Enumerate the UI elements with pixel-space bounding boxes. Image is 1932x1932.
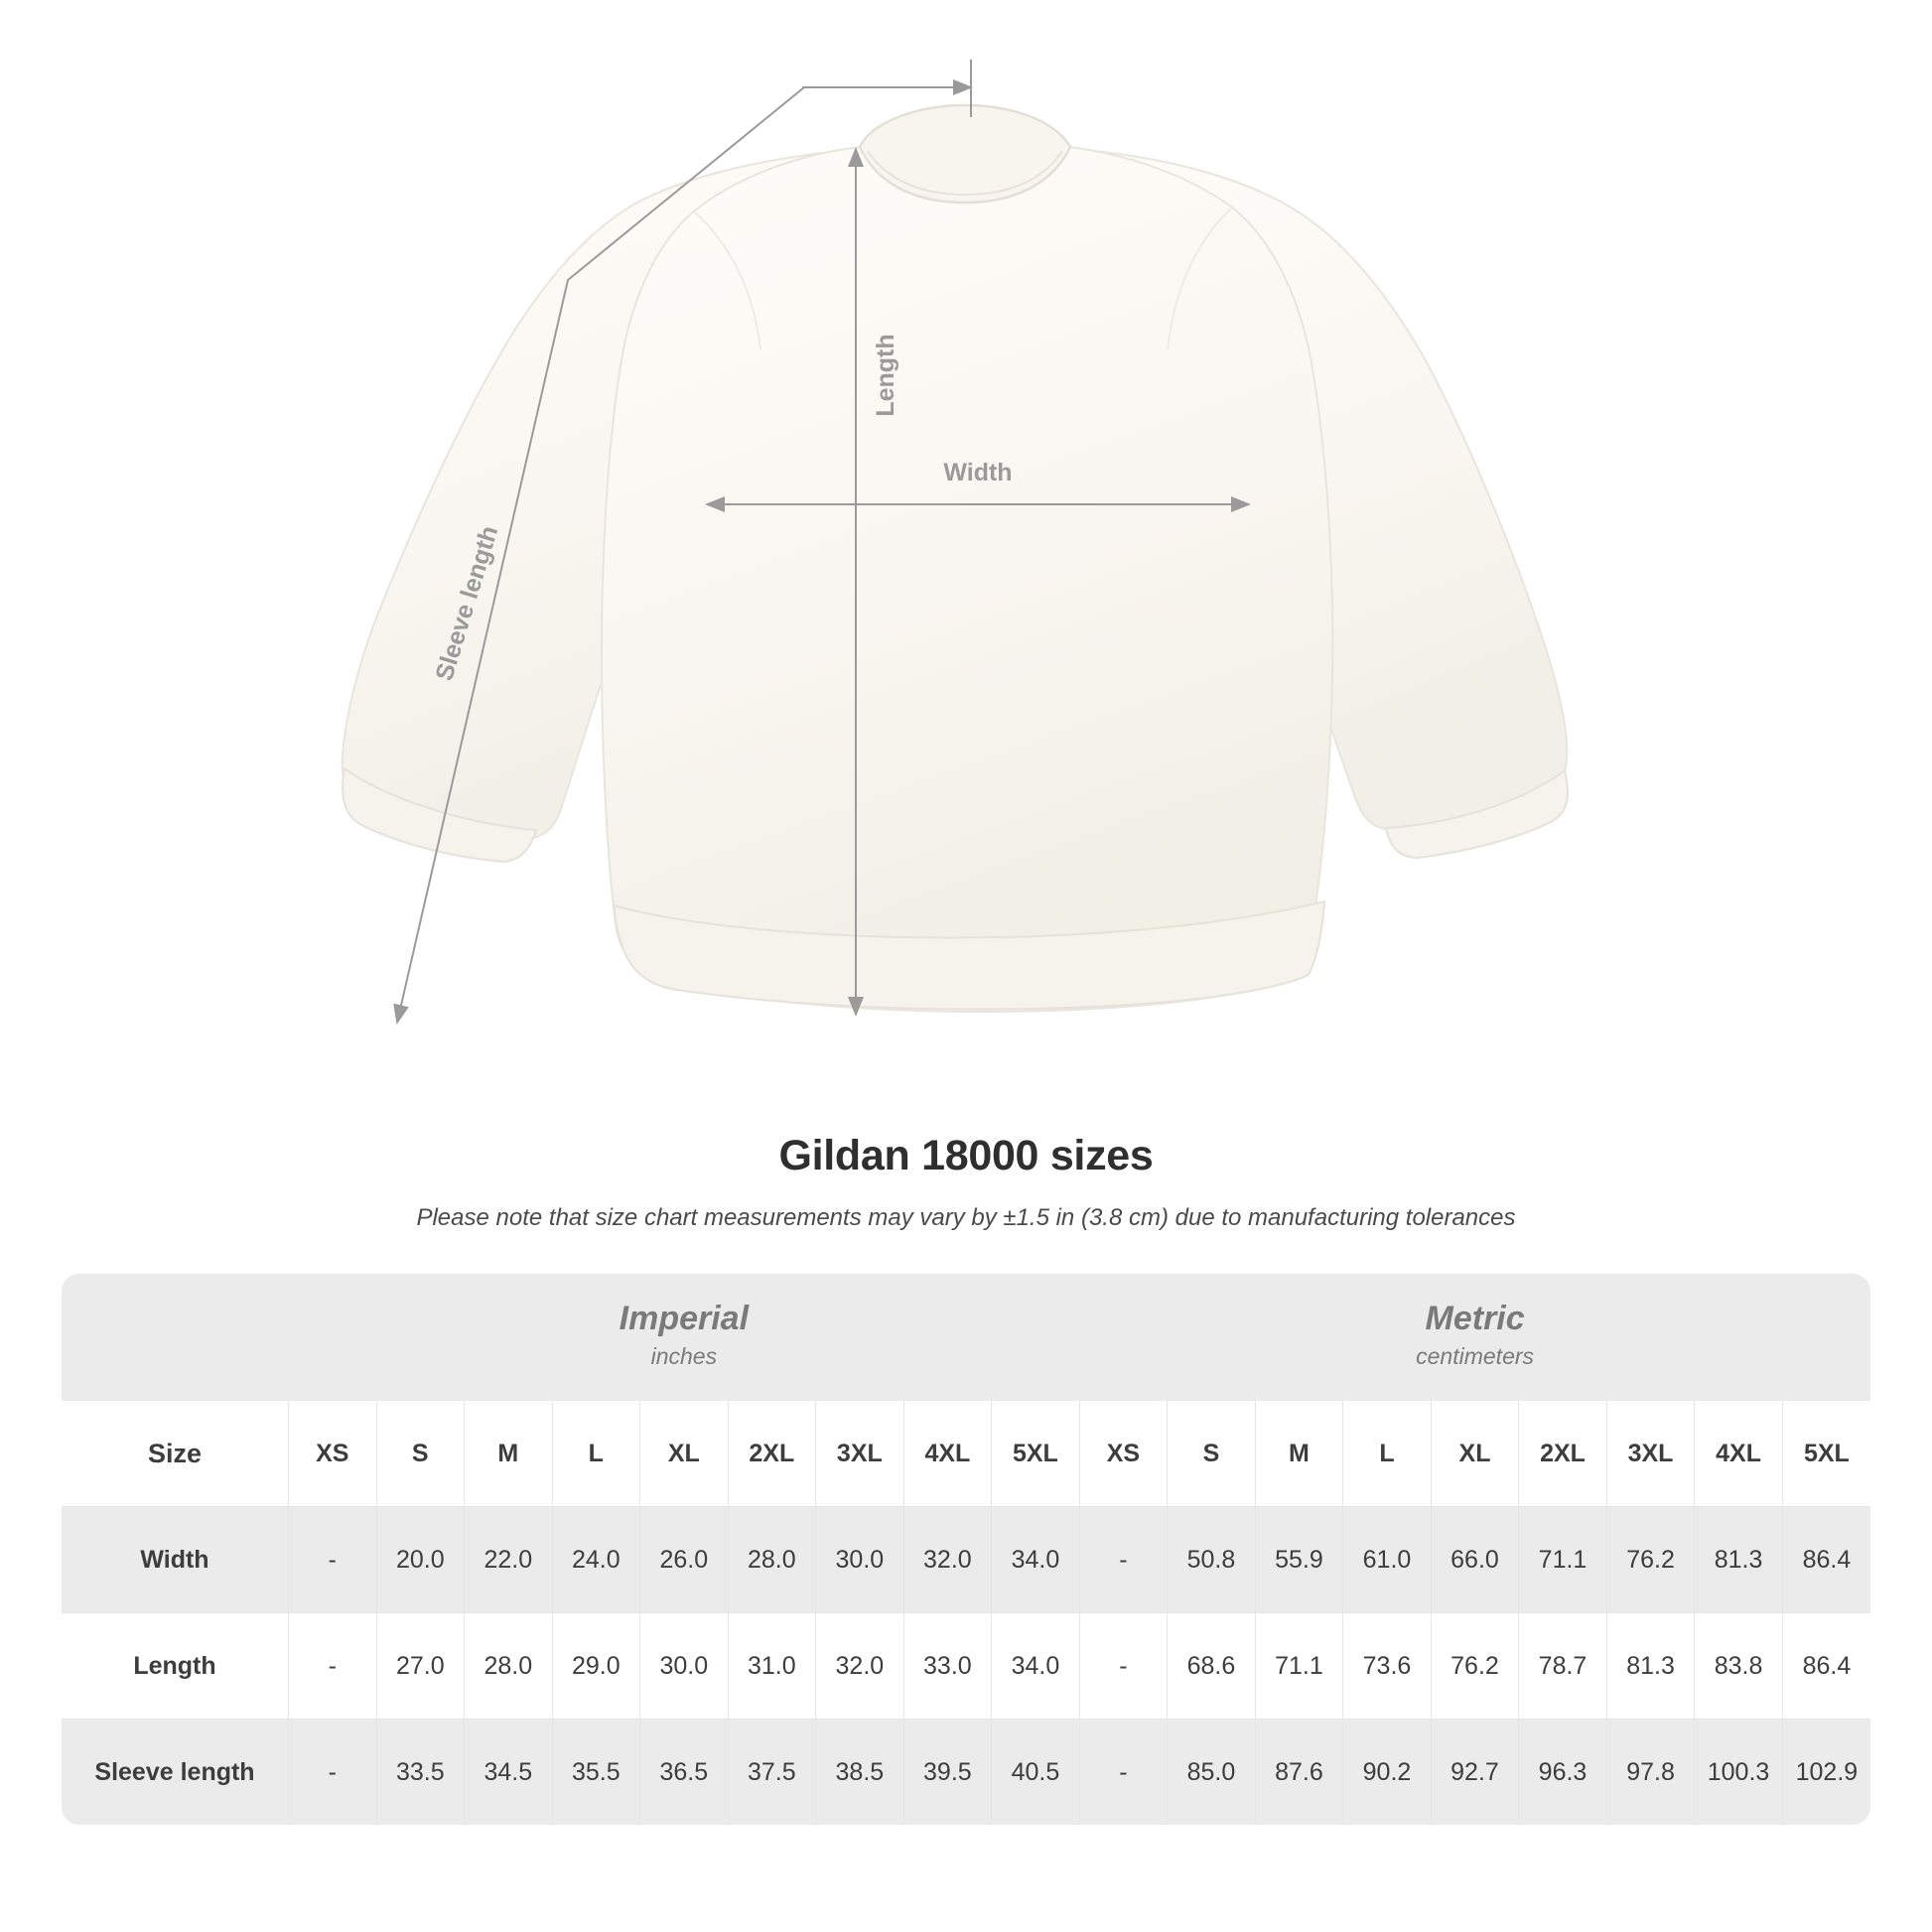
cell-sleeve-imperial-xs: -: [289, 1720, 377, 1826]
cell-length-metric-l: 73.6: [1343, 1613, 1432, 1720]
header-size-imperial-m: M: [465, 1401, 553, 1507]
cell-sleeve-metric-l: 90.2: [1343, 1720, 1432, 1826]
sweatshirt-shape: [343, 105, 1568, 1012]
header-size-imperial-3xl: 3XL: [816, 1401, 904, 1507]
header-size-imperial-4xl: 4XL: [903, 1401, 992, 1507]
cell-length-metric-m: 71.1: [1255, 1613, 1343, 1720]
tolerance-note: Please note that size chart measurements may vary by ±1.5 in (3.8 cm) due to manufacturing tolerances: [416, 1204, 1516, 1231]
table-row: [62, 1613, 1870, 1720]
size-table: [62, 1274, 1870, 1825]
page-title: Gildan 18000 sizes: [778, 1132, 1154, 1179]
cell-sleeve-metric-m: 87.6: [1255, 1720, 1343, 1826]
size-table-container: [62, 1274, 1870, 1825]
cell-width-metric-l: 61.0: [1343, 1507, 1432, 1613]
cell-sleeve-metric-2xl: 96.3: [1519, 1720, 1607, 1826]
cell-width-imperial-5xl: 34.0: [992, 1507, 1080, 1613]
cell-length-imperial-4xl: 33.0: [903, 1613, 992, 1720]
cell-length-imperial-3xl: 32.0: [816, 1613, 904, 1720]
cell-width-metric-4xl: 81.3: [1695, 1507, 1783, 1613]
cell-width-imperial-xl: 26.0: [640, 1507, 729, 1613]
header-size-imperial-5xl: 5XL: [992, 1401, 1080, 1507]
cell-sleeve-imperial-3xl: 38.5: [816, 1720, 904, 1826]
cell-width-imperial-2xl: 28.0: [728, 1507, 816, 1613]
cell-sleeve-imperial-xl: 36.5: [640, 1720, 729, 1826]
cell-sleeve-metric-xs: -: [1079, 1720, 1168, 1826]
unit-corner-cell: [62, 1274, 289, 1401]
header-size-metric-l: L: [1343, 1401, 1432, 1507]
header-size-metric-s: S: [1168, 1401, 1256, 1507]
header-size-imperial-xl: XL: [640, 1401, 729, 1507]
cell-sleeve-metric-3xl: 97.8: [1606, 1720, 1695, 1826]
cell-sleeve-metric-s: 85.0: [1168, 1720, 1256, 1826]
cell-sleeve-imperial-s: 33.5: [376, 1720, 465, 1826]
header-size-metric-m: M: [1255, 1401, 1343, 1507]
cell-width-metric-xl: 66.0: [1431, 1507, 1519, 1613]
cell-width-metric-3xl: 76.2: [1606, 1507, 1695, 1613]
cell-length-imperial-l: 29.0: [552, 1613, 640, 1720]
cell-length-metric-5xl: 86.4: [1782, 1613, 1870, 1720]
cell-width-imperial-m: 22.0: [465, 1507, 553, 1613]
row-label-width: Width: [62, 1507, 289, 1613]
header-size-imperial-s: S: [376, 1401, 465, 1507]
cell-sleeve-metric-5xl: 102.9: [1782, 1720, 1870, 1826]
cell-length-metric-3xl: 81.3: [1606, 1613, 1695, 1720]
cell-sleeve-metric-xl: 92.7: [1431, 1720, 1519, 1826]
cell-length-imperial-xs: -: [289, 1613, 377, 1720]
cell-width-metric-xs: -: [1079, 1507, 1168, 1613]
unit-metric-name: Metric: [1425, 1300, 1525, 1338]
cell-length-metric-4xl: 83.8: [1695, 1613, 1783, 1720]
unit-header-row: [62, 1274, 1870, 1401]
cell-width-metric-m: 55.9: [1255, 1507, 1343, 1613]
row-label-sleeve-length: Sleeve length: [62, 1720, 289, 1826]
unit-imperial-cell: [289, 1274, 1080, 1401]
unit-metric-sub: centimeters: [1416, 1343, 1535, 1370]
cell-width-metric-5xl: 86.4: [1782, 1507, 1870, 1613]
header-size-metric-4xl: 4XL: [1695, 1401, 1783, 1507]
header-size-metric-3xl: 3XL: [1606, 1401, 1695, 1507]
table-row: [62, 1720, 1870, 1826]
size-header-row: [62, 1401, 1870, 1507]
cell-length-imperial-2xl: 31.0: [728, 1613, 816, 1720]
length-label: Length: [872, 334, 899, 417]
width-label: Width: [943, 459, 1013, 486]
header-size-metric-xl: XL: [1431, 1401, 1519, 1507]
unit-metric-cell: [1079, 1274, 1870, 1401]
cell-length-metric-xs: -: [1079, 1613, 1168, 1720]
cell-sleeve-imperial-2xl: 37.5: [728, 1720, 816, 1826]
cell-width-metric-s: 50.8: [1168, 1507, 1256, 1613]
cell-length-metric-s: 68.6: [1168, 1613, 1256, 1720]
cell-sleeve-imperial-4xl: 39.5: [903, 1720, 992, 1826]
title-block: [0, 1132, 1932, 1232]
unit-imperial-sub: inches: [650, 1343, 718, 1370]
cell-length-imperial-5xl: 34.0: [992, 1613, 1080, 1720]
cell-length-imperial-s: 27.0: [376, 1613, 465, 1720]
cell-sleeve-metric-4xl: 100.3: [1695, 1720, 1783, 1826]
header-size-imperial-2xl: 2XL: [728, 1401, 816, 1507]
header-size-metric-xs: XS: [1079, 1401, 1168, 1507]
cell-width-imperial-l: 24.0: [552, 1507, 640, 1613]
header-size-imperial-xs: XS: [289, 1401, 377, 1507]
cell-length-metric-2xl: 78.7: [1519, 1613, 1607, 1720]
unit-imperial-name: Imperial: [619, 1300, 750, 1338]
table-row: [62, 1507, 1870, 1613]
cell-width-imperial-xs: -: [289, 1507, 377, 1613]
cell-sleeve-imperial-l: 35.5: [552, 1720, 640, 1826]
cell-width-imperial-3xl: 30.0: [816, 1507, 904, 1613]
header-size-label: Size: [62, 1401, 289, 1507]
cell-width-imperial-4xl: 32.0: [903, 1507, 992, 1613]
cell-width-metric-2xl: 71.1: [1519, 1507, 1607, 1613]
cell-sleeve-imperial-m: 34.5: [465, 1720, 553, 1826]
cell-length-imperial-xl: 30.0: [640, 1613, 729, 1720]
cell-length-imperial-m: 28.0: [465, 1613, 553, 1720]
cell-length-metric-xl: 76.2: [1431, 1613, 1519, 1720]
cell-sleeve-imperial-5xl: 40.5: [992, 1720, 1080, 1826]
row-label-length: Length: [62, 1613, 289, 1720]
sleeve-length-label: Sleeve length: [430, 522, 504, 684]
header-size-imperial-l: L: [552, 1401, 640, 1507]
header-size-metric-2xl: 2XL: [1519, 1401, 1607, 1507]
header-size-metric-5xl: 5XL: [1782, 1401, 1870, 1507]
cell-width-imperial-s: 20.0: [376, 1507, 465, 1613]
